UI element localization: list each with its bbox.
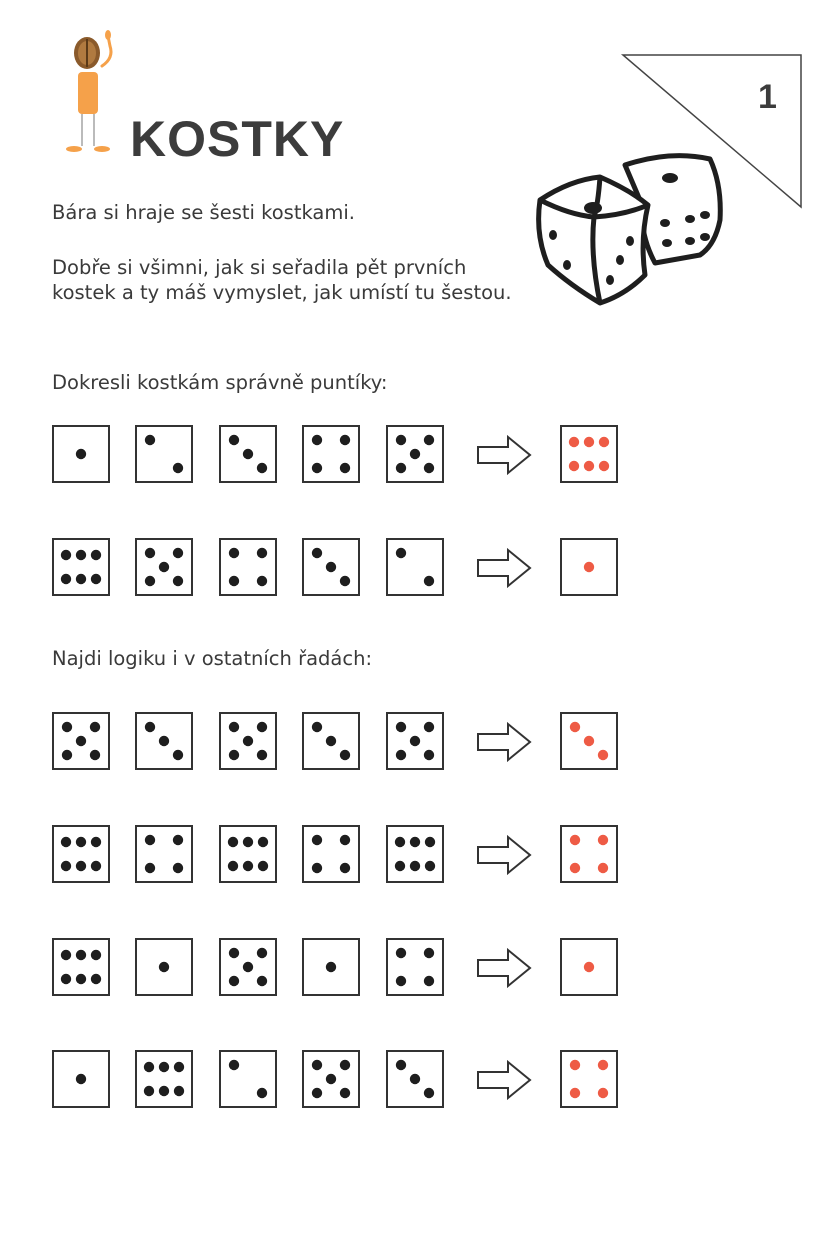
die-pip [61, 574, 71, 584]
die-pip [257, 948, 267, 958]
die [302, 425, 360, 483]
die [135, 425, 193, 483]
die-pip [62, 722, 72, 732]
dice-row [0, 938, 835, 1008]
die-pip [173, 863, 183, 873]
die-pip [396, 463, 406, 473]
die-pip [76, 950, 86, 960]
page-title: KOSTKY [130, 111, 345, 167]
die-pip [90, 750, 100, 760]
die [52, 938, 110, 996]
dice-row [0, 425, 835, 495]
die [302, 825, 360, 883]
die-pip [229, 722, 239, 732]
die-pip [243, 962, 253, 972]
die-pip [258, 861, 268, 871]
arrow-right-icon [476, 835, 532, 875]
instruction-1: Dokresli kostkám správně puntíky: [52, 371, 388, 394]
die-pip [258, 837, 268, 847]
die-pip [340, 576, 350, 586]
die [386, 1050, 444, 1108]
die-pip [61, 837, 71, 847]
arrow-right-icon [476, 435, 532, 475]
die-pip [424, 576, 434, 586]
die-pip [312, 548, 322, 558]
die-pip [91, 974, 101, 984]
die-pip [598, 750, 608, 760]
page-number: 1 [758, 78, 777, 116]
die-pip [584, 437, 594, 447]
die [135, 712, 193, 770]
die-pip [396, 948, 406, 958]
die-pip [257, 976, 267, 986]
die-pip [395, 837, 405, 847]
die-pip [257, 576, 267, 586]
die-pip [174, 1062, 184, 1072]
die-pip [229, 435, 239, 445]
arrow-right-icon [476, 722, 532, 762]
answer-die[interactable] [560, 825, 618, 883]
die-pip [424, 976, 434, 986]
die-pip [257, 463, 267, 473]
die-pip [424, 1088, 434, 1098]
die-pip [90, 722, 100, 732]
die-pip [326, 962, 336, 972]
die [219, 825, 277, 883]
die-pip [159, 962, 169, 972]
die-pip [62, 750, 72, 760]
die [219, 938, 277, 996]
die-pip [91, 837, 101, 847]
die-pip [228, 837, 238, 847]
die-pip [312, 835, 322, 845]
dice-row [0, 538, 835, 608]
die-pip [312, 463, 322, 473]
die [52, 1050, 110, 1108]
die-pip [396, 976, 406, 986]
die-pip [159, 562, 169, 572]
die-pip [257, 1088, 267, 1098]
die-pip [410, 449, 420, 459]
die-pip [61, 861, 71, 871]
arrow-right-icon [476, 1060, 532, 1100]
arrow-right-icon [476, 948, 532, 988]
die-pip [91, 550, 101, 560]
answer-die[interactable] [560, 1050, 618, 1108]
die-pip [145, 435, 155, 445]
die-pip [229, 576, 239, 586]
dice-pair-icon [530, 145, 730, 310]
die [52, 425, 110, 483]
die-pip [396, 722, 406, 732]
die [386, 425, 444, 483]
die [135, 938, 193, 996]
die [386, 938, 444, 996]
die [302, 1050, 360, 1108]
die [302, 538, 360, 596]
intro-line-1: Bára si hraje se šesti kostkami. [52, 201, 355, 224]
die-pip [159, 1086, 169, 1096]
die [219, 712, 277, 770]
die-pip [173, 750, 183, 760]
die-pip [144, 1086, 154, 1096]
dice-row [0, 825, 835, 895]
die-pip [570, 863, 580, 873]
die-pip [91, 861, 101, 871]
die-pip [312, 722, 322, 732]
die-pip [243, 449, 253, 459]
die-pip [174, 1086, 184, 1096]
die-pip [257, 722, 267, 732]
die-pip [229, 948, 239, 958]
die-pip [145, 722, 155, 732]
die-pip [312, 1088, 322, 1098]
die [302, 712, 360, 770]
die-pip [598, 1060, 608, 1070]
die-pip [76, 1074, 86, 1084]
die-pip [76, 449, 86, 459]
intro-line-2: Dobře si všimni, jak si seřadila pět prvních kostek a ty máš vymyslet, jak umístí tu šestou. [52, 256, 512, 304]
die-pip [424, 750, 434, 760]
die [135, 538, 193, 596]
die-pip [91, 574, 101, 584]
die [302, 938, 360, 996]
instruction-2: Najdi logiku i v ostatních řadách: [52, 647, 373, 670]
die-pip [61, 550, 71, 560]
die-pip [598, 835, 608, 845]
die-pip [425, 861, 435, 871]
die-pip [76, 574, 86, 584]
die-pip [312, 435, 322, 445]
die-pip [598, 1088, 608, 1098]
die-pip [396, 750, 406, 760]
die-pip [159, 736, 169, 746]
die-pip [173, 576, 183, 586]
die-pip [229, 750, 239, 760]
die-pip [599, 461, 609, 471]
die [52, 712, 110, 770]
die [219, 1050, 277, 1108]
die-pip [145, 863, 155, 873]
die-pip [584, 736, 594, 746]
die-pip [424, 948, 434, 958]
die-pip [570, 1060, 580, 1070]
die-pip [340, 463, 350, 473]
die [135, 1050, 193, 1108]
die [135, 825, 193, 883]
die [219, 425, 277, 483]
die-pip [410, 1074, 420, 1084]
die [52, 538, 110, 596]
die-pip [173, 548, 183, 558]
answer-die[interactable] [560, 712, 618, 770]
die-pip [410, 861, 420, 871]
die-pip [410, 837, 420, 847]
die-pip [584, 962, 594, 972]
die-pip [396, 1060, 406, 1070]
die [386, 712, 444, 770]
die-pip [145, 835, 155, 845]
die-pip [340, 750, 350, 760]
answer-die[interactable] [560, 538, 618, 596]
die-pip [599, 437, 609, 447]
die-pip [229, 976, 239, 986]
die-pip [243, 837, 253, 847]
die-pip [159, 1062, 169, 1072]
answer-die[interactable] [560, 938, 618, 996]
die-pip [145, 548, 155, 558]
die-pip [91, 950, 101, 960]
die-pip [326, 1074, 336, 1084]
die-pip [173, 463, 183, 473]
die-pip [396, 548, 406, 558]
die-pip [229, 1060, 239, 1070]
die-pip [569, 437, 579, 447]
die-pip [410, 736, 420, 746]
die-pip [76, 837, 86, 847]
die-pip [243, 736, 253, 746]
die-pip [228, 861, 238, 871]
die-pip [340, 435, 350, 445]
die-pip [257, 750, 267, 760]
die-pip [570, 835, 580, 845]
die-pip [395, 861, 405, 871]
die-pip [340, 1060, 350, 1070]
die [52, 825, 110, 883]
die-pip [243, 861, 253, 871]
die [386, 538, 444, 596]
die-pip [76, 550, 86, 560]
die-pip [173, 835, 183, 845]
die-pip [76, 861, 86, 871]
die-pip [340, 863, 350, 873]
dice-row [0, 1050, 835, 1120]
dice-row [0, 712, 835, 782]
die-pip [145, 576, 155, 586]
die-pip [229, 548, 239, 558]
die-pip [144, 1062, 154, 1072]
die-pip [340, 835, 350, 845]
die-pip [61, 950, 71, 960]
die-pip [76, 736, 86, 746]
die-pip [326, 562, 336, 572]
die-pip [396, 435, 406, 445]
die-pip [257, 548, 267, 558]
mascot-icon [62, 28, 122, 158]
die-pip [424, 722, 434, 732]
die [219, 538, 277, 596]
die-pip [312, 863, 322, 873]
die-pip [598, 863, 608, 873]
arrow-right-icon [476, 548, 532, 588]
die-pip [76, 974, 86, 984]
die-pip [425, 837, 435, 847]
die-pip [61, 974, 71, 984]
die-pip [340, 1088, 350, 1098]
die-pip [570, 1088, 580, 1098]
die-pip [584, 461, 594, 471]
die-pip [570, 722, 580, 732]
die-pip [584, 562, 594, 572]
die-pip [424, 463, 434, 473]
die-pip [569, 461, 579, 471]
die-pip [424, 435, 434, 445]
die-pip [312, 1060, 322, 1070]
answer-die[interactable] [560, 425, 618, 483]
die [386, 825, 444, 883]
die-pip [326, 736, 336, 746]
